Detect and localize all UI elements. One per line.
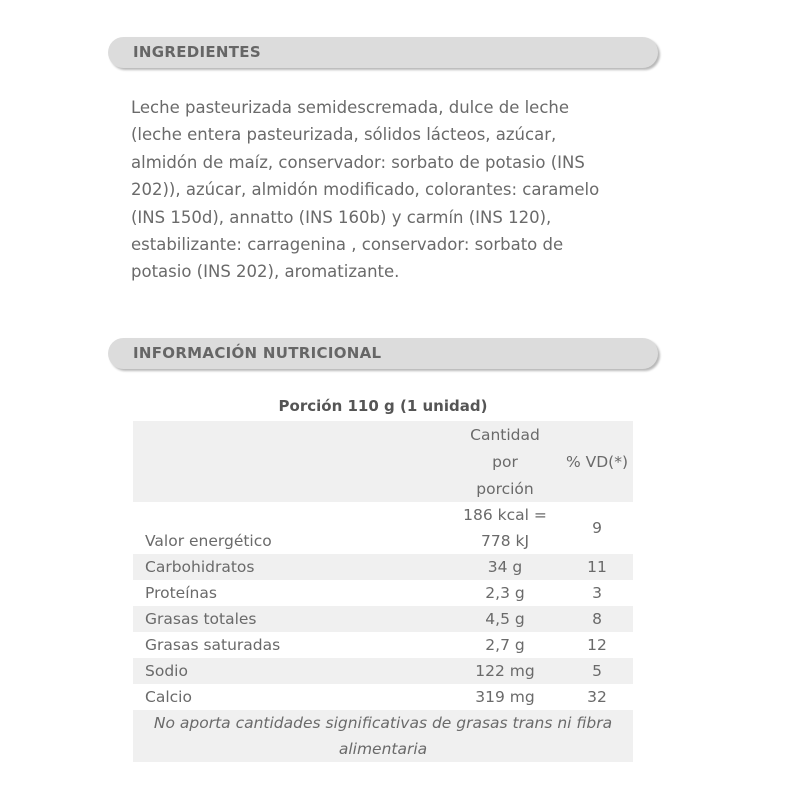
nutrient-quantity: 34 g xyxy=(449,554,561,580)
nutrient-name: Sodio xyxy=(133,658,449,684)
nutrient-quantity: 319 mg xyxy=(475,688,535,706)
nutrition-table xyxy=(133,421,633,762)
ingredients-line: 202)), azúcar, almidón modificado, colorantes: caramelo xyxy=(131,180,600,200)
nutrient-quantity: 122 mg xyxy=(449,658,561,684)
nutrient-vd: 9 xyxy=(592,519,602,537)
header-empty-cell xyxy=(133,421,449,502)
ingredients-header: INGREDIENTES xyxy=(108,37,658,68)
nutrient-name: Proteínas xyxy=(145,584,217,602)
header-quantity-line: por xyxy=(492,453,518,471)
nutrient-name: Grasas totales xyxy=(133,606,449,632)
table-row xyxy=(133,632,633,658)
nutrient-vd: 32 xyxy=(587,688,607,706)
nutrient-vd: 11 xyxy=(561,554,633,580)
nutrient-quantity: 2,7 g xyxy=(485,636,525,654)
nutrient-name: Calcio xyxy=(145,688,192,706)
nutrient-name: Carbohidratos xyxy=(133,554,449,580)
nutrient-vd: 12 xyxy=(587,636,607,654)
nutrient-vd: 3 xyxy=(592,584,602,602)
table-row xyxy=(133,580,633,606)
table-footnote: No aporta cantidades significativas de grasas trans ni fibra alimentaria xyxy=(133,710,633,762)
ingredients-line: Leche pasteurizada semidescremada, dulce de leche xyxy=(131,98,570,117)
nutrient-name: Grasas saturadas xyxy=(145,636,281,654)
ingredients-line: potasio (INS 202), aromatizante. xyxy=(131,262,400,282)
energy-kcal: 186 kcal = xyxy=(463,506,547,524)
portion-size: Porción 110 g (1 unidad) xyxy=(278,397,488,415)
ingredients-line: almidón de maíz, conservador: sorbato de potasio (INS xyxy=(131,152,585,172)
table-row xyxy=(133,606,633,632)
ingredients-line: (INS 150d), annatto (INS 160b) y carmín (INS 120), xyxy=(131,207,552,227)
header-quantity-line: porción xyxy=(476,480,534,498)
header-vd: % VD(*) xyxy=(561,421,633,502)
nutrient-quantity xyxy=(449,502,561,554)
table-row xyxy=(133,554,633,580)
energy-kj: 778 kJ xyxy=(480,532,530,550)
nutrient-vd: 5 xyxy=(561,658,633,684)
header-quantity-line: Cantidad xyxy=(470,426,540,444)
table-row xyxy=(133,658,633,684)
ingredients-line: estabilizante: carragenina , conservador: sorbato de xyxy=(131,235,564,255)
nutrition-header: INFORMACIÓN NUTRICIONAL xyxy=(108,338,658,369)
table-footnote-row xyxy=(133,710,633,762)
nutrient-vd: 8 xyxy=(561,606,633,632)
ingredients-text xyxy=(131,94,651,286)
table-row xyxy=(133,684,633,710)
ingredients-line: (leche entera pasteurizada, sólidos lácteos, azúcar, xyxy=(131,125,557,145)
nutrient-name: Valor energético xyxy=(145,532,272,550)
nutrient-quantity: 2,3 g xyxy=(485,584,525,602)
table-header-row xyxy=(133,421,633,502)
table-row xyxy=(133,502,633,554)
nutrient-quantity: 4,5 g xyxy=(449,606,561,632)
header-quantity xyxy=(449,421,561,502)
